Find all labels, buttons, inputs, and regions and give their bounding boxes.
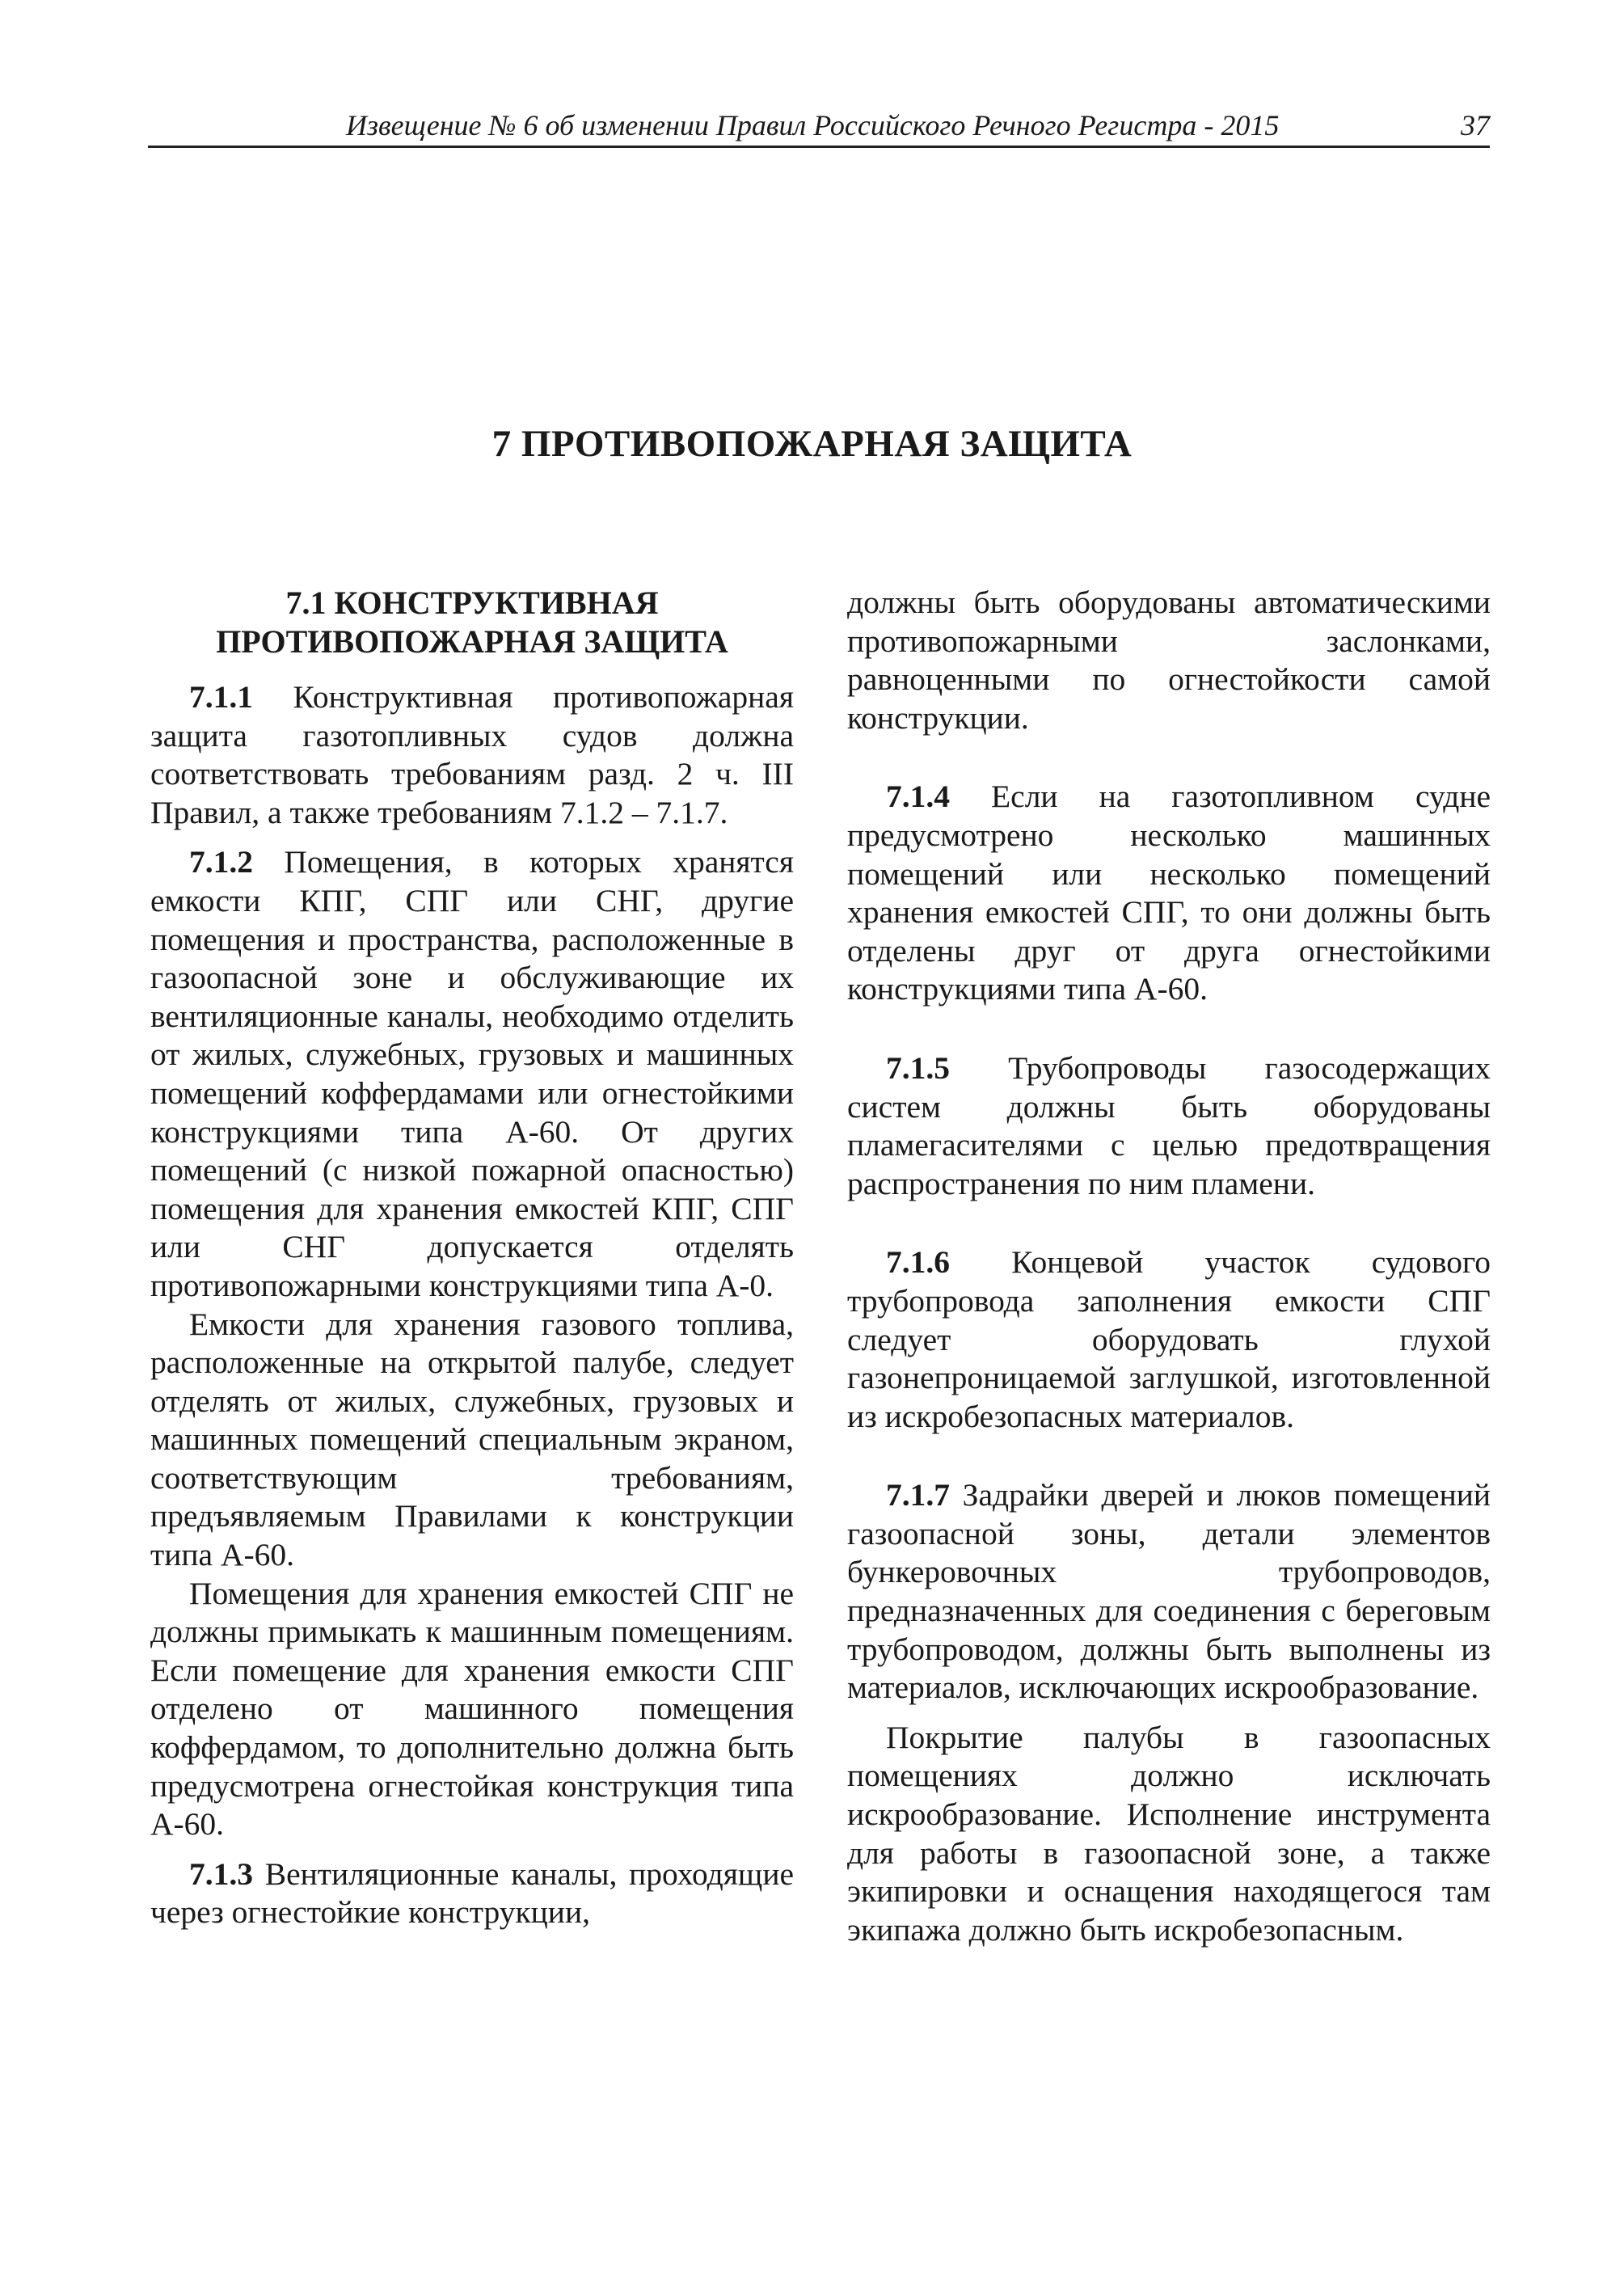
paragraph-text: Вентиляционные каналы, проходящие через огнестойкие конструкции,: [150, 1855, 794, 1931]
paragraph-7-1-3: [150, 1855, 794, 1932]
page-number: 37: [1461, 109, 1490, 141]
paragraph-7-1-2-b: Емкости для хранения газового топлива, расположенные на открытой палубе, следует отделять от жилых, служебных, грузовых и машинных помещений специальным экраном, соответствующим требованиям, предъявляемым Правилами к конструкции типа А-60.: [150, 1306, 794, 1573]
paragraph-text: Конструктивная противопожарная защита газотопливных судов должна соответствовать требованиям разд. 2 ч. III Правил, а также требованиям 7.1.2 – 7.1.7.: [150, 679, 794, 830]
clause-number: 7.1.7: [886, 1477, 950, 1513]
section-title-line1: 7.1 КОНСТРУКТИВНАЯ: [285, 585, 659, 621]
paragraph-7-1-4: [847, 778, 1491, 1009]
header-title: Извещение № 6 об изменении Правил Российского Речного Регистра - 2015: [346, 109, 1280, 141]
paragraph-text: Концевой участок судового трубопровода заполнения емкости СПГ следует оборудовать глухой газонепроницаемой заглушкой, изготовленной из искробезопасных материалов.: [847, 1244, 1491, 1434]
paragraph-7-1-1: [150, 678, 794, 832]
paragraph-text: Задрайки дверей и люков помещений газоопасной зоны, детали элементов бункеровочных трубопроводов, предназначенных для соединения с береговым трубопроводом, должны быть выполнены из материалов, исключающих искрообразование.: [847, 1477, 1491, 1706]
clause-number: 7.1.3: [189, 1855, 253, 1892]
section-title: [150, 584, 794, 661]
paragraph-text: Если на газотопливном судне предусмотрено несколько машинных помещений или несколько помещений хранения емкостей СПГ, то они должны быть отделены друг от друга огнестойкими конструкциями типа А-60.: [847, 779, 1491, 1007]
clause-number: 7.1.1: [189, 679, 253, 715]
paragraph-7-1-5: [847, 1049, 1491, 1203]
paragraph-7-1-2-c: Помещения для хранения емкостей СПГ не должны примыкать к машинным помещениям. Если помещение для хранения емкости СПГ отделено от машинного помещения коффердамом, то дополнительно должна быть предусмотрена огнестойкая конструкция типа А-60.: [150, 1575, 794, 1842]
clause-number: 7.1.4: [886, 779, 950, 815]
section-title-line2: ПРОТИВОПОЖАРНАЯ ЗАЩИТА: [216, 623, 728, 660]
left-column: [150, 584, 794, 1932]
paragraph-7-1-7: [847, 1476, 1491, 1707]
paragraph-7-1-7-b: Покрытие палубы в газоопасных помещениях должно исключать искрообразование. Исполнение инструмента для работы в газоопасной зоне, а также экипировки и оснащения находящегося там экипажа должно быть искробезопасным.: [847, 1719, 1491, 1948]
clause-number: 7.1.5: [886, 1049, 950, 1086]
page-header: [148, 103, 1490, 148]
clause-number: 7.1.6: [886, 1244, 950, 1281]
paragraph-7-1-3-continued: должны быть оборудованы автоматическими противопожарными заслонками, равноценными по огнестойкости самой конструкции.: [847, 585, 1491, 736]
right-column: [847, 584, 1491, 1949]
paragraph-7-1-6: [847, 1243, 1491, 1436]
paragraph-7-1-2: [150, 843, 794, 1305]
paragraph-text: Трубопроводы газосодержащих систем должны быть оборудованы пламегасителями с целью предотвращения распространения по ним пламени.: [847, 1049, 1491, 1201]
paragraph-text: Помещения, в которых хранятся емкости КПГ, СПГ или СНГ, другие помещения и пространства, расположенные в газоопасной зоне и обслуживающие их вентиляционные каналы, необходимо отделить от жилых, служебных, грузовых и машинных помещений коффердамами или огнестойкими конструкциями типа А-60. От других помещений (с низкой пожарной опасностью) помещения для хранения емкостей КПГ, СПГ или СНГ допускается отделять противопожарными конструкциями типа А-0.: [150, 844, 794, 1303]
clause-number: 7.1.2: [189, 844, 253, 880]
chapter-title: 7 ПРОТИВОПОЖАРНАЯ ЗАЩИТА: [491, 423, 1133, 465]
